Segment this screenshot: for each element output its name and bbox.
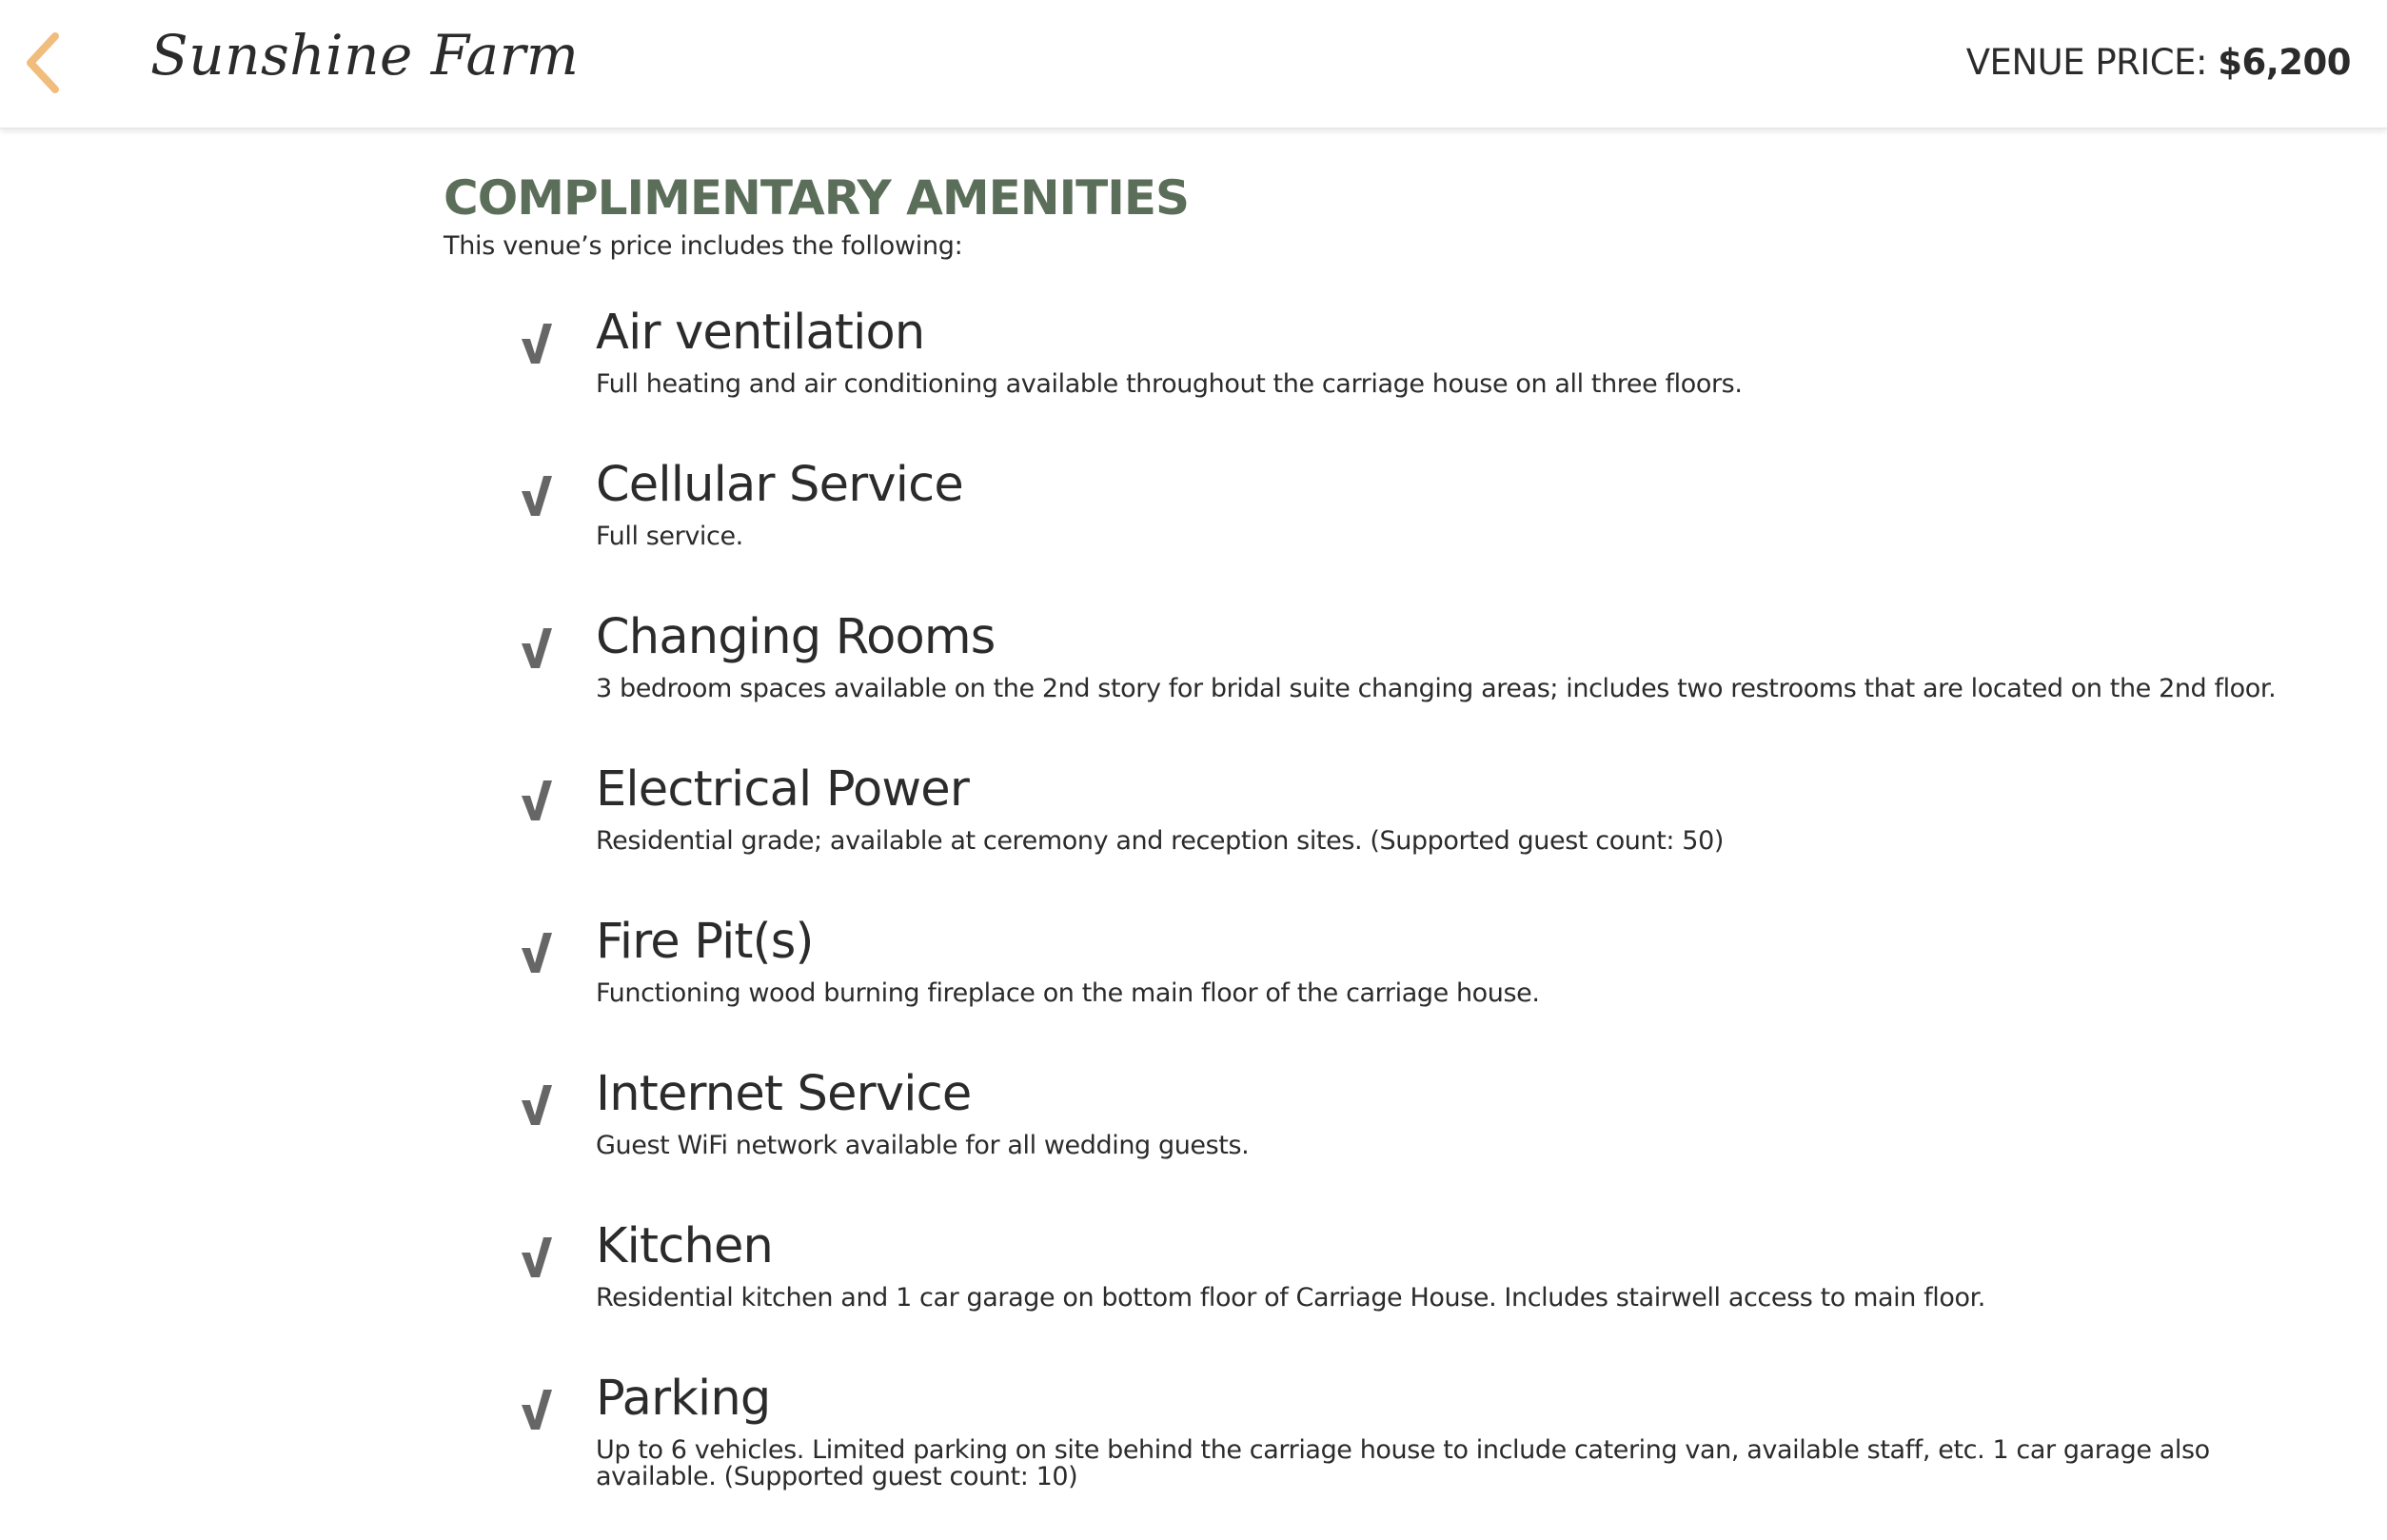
- amenity-item: [444, 607, 2338, 750]
- amenity-name: Kitchen: [596, 1218, 774, 1274]
- top-bar: [0, 0, 2387, 128]
- amenity-name: Cellular Service: [596, 457, 963, 513]
- amenity-name: Fire Pit(s): [596, 914, 814, 970]
- amenity-name: Electrical Power: [596, 761, 970, 818]
- checkmark-icon: [520, 1388, 554, 1431]
- section-subtitle: This venue’s price includes the following:: [444, 231, 963, 261]
- amenity-item: [444, 1064, 2338, 1207]
- amenity-description: Residential grade; available at ceremony and reception sites. (Supported guest count: 50): [596, 826, 1724, 856]
- amenity-description: Residential kitchen and 1 car garage on bottom floor of Carriage House. Includes stairwell access to main floor.: [596, 1283, 1985, 1313]
- amenity-item: [444, 1369, 2338, 1511]
- amenity-description: 3 bedroom spaces available on the 2nd story for bridal suite changing areas; includes two restrooms that are located on the 2nd floor.: [596, 674, 2277, 703]
- amenities-section: [444, 169, 2338, 1491]
- amenity-item: [444, 455, 2338, 598]
- checkmark-icon: [520, 322, 554, 365]
- checkmark-icon: [520, 1083, 554, 1127]
- section-title: COMPLIMENTARY AMENITIES: [444, 170, 1190, 226]
- amenity-description: Functioning wood burning fireplace on the main floor of the carriage house.: [596, 978, 1540, 1008]
- venue-price-value: $6,200: [2218, 42, 2351, 83]
- checkmark-icon: [520, 779, 554, 822]
- chevron-left-icon: [17, 27, 74, 99]
- amenity-description: Up to 6 vehicles. Limited parking on site behind the carriage house to include catering van, available staff, etc. 1 car garage also available. (Supported guest count: 10): [596, 1435, 2210, 1491]
- amenity-name: Air ventilation: [596, 305, 925, 361]
- amenity-description: Full service.: [596, 522, 743, 551]
- amenity-description: Full heating and air conditioning available throughout the carriage house on all three floors.: [596, 369, 1743, 399]
- amenity-item: [444, 303, 2338, 445]
- amenity-description: Guest WiFi network available for all wedding guests.: [596, 1131, 1250, 1160]
- checkmark-icon: [520, 626, 554, 670]
- amenity-item: [444, 912, 2338, 1055]
- amenity-name: Changing Rooms: [596, 609, 996, 665]
- venue-price-label: VENUE PRICE:: [1965, 42, 2207, 83]
- venue-price: [1966, 42, 2351, 83]
- checkmark-icon: [520, 1235, 554, 1279]
- checkmark-icon: [520, 474, 554, 518]
- amenity-item: [444, 760, 2338, 902]
- amenity-name: Internet Service: [596, 1066, 972, 1122]
- amenity-name: Parking: [596, 1371, 771, 1427]
- checkmark-icon: [520, 931, 554, 975]
- amenity-item: [444, 1216, 2338, 1359]
- venue-name: Sunshine Farm: [150, 23, 580, 88]
- back-button[interactable]: [17, 27, 74, 99]
